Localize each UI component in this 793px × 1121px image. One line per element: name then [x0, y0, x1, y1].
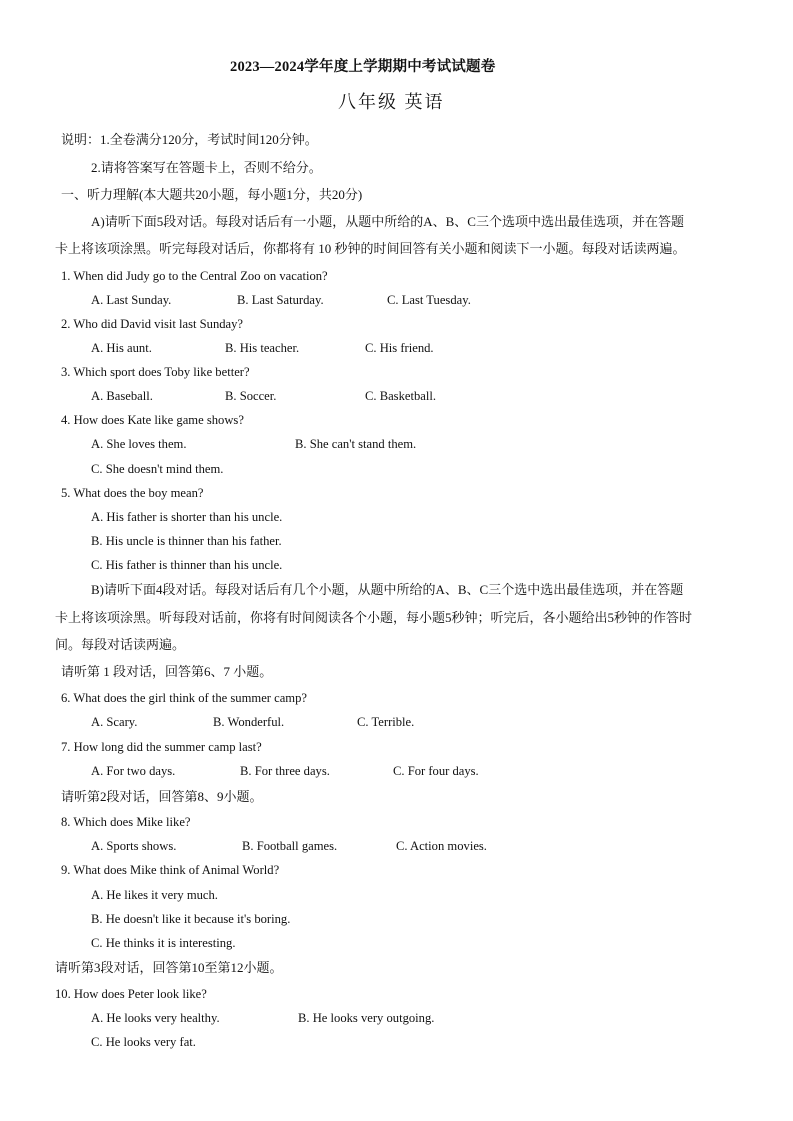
section-heading-listening: 一、听力理解(本大题共20小题，每小题1分，共20分)	[61, 187, 363, 202]
part-b-instructions-line-2: 卡上将该项涂黑。听每段对话前，你将有时间阅读各个小题，每小题5秒钟；听完后，各小题给出5秒钟的作答时	[55, 610, 693, 625]
part-b-instructions-line-1: B)请听下面4段对话。每段对话后有几个小题，从题中所给的A、B、C三个选中选出最佳选项，并在答题	[91, 582, 684, 597]
question-1-option-b: B. Last Saturday.	[237, 293, 324, 307]
question-2-option-b: B. His teacher.	[225, 341, 300, 355]
question-2: 2. Who did David visit last Sunday?	[61, 317, 244, 331]
dialogue-3-heading: 请听第3段对话，回答第10至第12小题。	[55, 960, 283, 975]
question-4: 4. How does Kate like game shows?	[61, 413, 244, 427]
question-2-option-c: C. His friend.	[365, 341, 434, 355]
question-10-option-c: C. He looks very fat.	[91, 1035, 196, 1049]
question-6-option-c: C. Terrible.	[357, 715, 415, 729]
question-10-option-a: A. He looks very healthy.	[91, 1011, 220, 1025]
dialogue-1-heading: 请听第 1 段对话，回答第6、7 小题。	[61, 664, 273, 679]
question-6: 6. What does the girl think of the summer camp?	[61, 691, 307, 705]
question-1-option-a: A. Last Sunday.	[91, 293, 172, 307]
question-10: 10. How does Peter look like?	[55, 987, 207, 1001]
question-7-option-b: B. For three days.	[240, 764, 330, 778]
question-1-option-c: C. Last Tuesday.	[387, 293, 471, 307]
question-3-option-c: C. Basketball.	[365, 389, 437, 403]
question-6-option-a: A. Scary.	[91, 715, 138, 729]
question-4-option-b: B. She can't stand them.	[295, 437, 417, 451]
dialogue-2-heading: 请听第2段对话，回答第8、9小题。	[61, 789, 263, 804]
part-a-instructions-line-2: 卡上将该项涂黑。听完每段对话后，你都将有 10 秒钟的时间回答有关小题和阅读下一小题。每段对话读两遍。	[55, 241, 686, 256]
question-1: 1. When did Judy go to the Central Zoo on vacation?	[61, 269, 328, 283]
question-3-option-a: A. Baseball.	[91, 389, 153, 403]
question-8-option-b: B. Football games.	[242, 839, 338, 853]
question-7-option-a: A. For two days.	[91, 764, 176, 778]
question-5: 5. What does the boy mean?	[61, 486, 204, 500]
question-7: 7. How long did the summer camp last?	[61, 740, 262, 754]
question-4-option-c: C. She doesn't mind them.	[91, 462, 224, 476]
question-9-option-b: B. He doesn't like it because it's boring.	[91, 912, 291, 926]
question-4-option-a: A. She loves them.	[91, 437, 187, 451]
question-8: 8. Which does Mike like?	[61, 815, 191, 829]
exam-subtitle: 八年级 英语	[338, 92, 445, 112]
question-9-option-a: A. He likes it very much.	[91, 888, 218, 902]
exam-title: 2023—2024学年度上学期期中考试试题卷	[230, 59, 496, 75]
question-5-option-b: B. His uncle is thinner than his father.	[91, 534, 282, 548]
question-6-option-b: B. Wonderful.	[213, 715, 285, 729]
question-8-option-a: A. Sports shows.	[91, 839, 177, 853]
question-3-option-b: B. Soccer.	[225, 389, 277, 403]
question-5-option-c: C. His father is thinner than his uncle.	[91, 558, 283, 572]
question-9: 9. What does Mike think of Animal World?	[61, 863, 280, 877]
instructions-note-1: 说明：1.全卷满分120分，考试时间120分钟。	[61, 132, 318, 147]
question-10-option-b: B. He looks very outgoing.	[298, 1011, 435, 1025]
question-5-option-a: A. His father is shorter than his uncle.	[91, 510, 283, 524]
question-9-option-c: C. He thinks it is interesting.	[91, 936, 236, 950]
question-8-option-c: C. Action movies.	[396, 839, 487, 853]
question-3: 3. Which sport does Toby like better?	[61, 365, 250, 379]
part-b-instructions-line-3: 间。每段对话读两遍。	[55, 637, 186, 652]
question-7-option-c: C. For four days.	[393, 764, 479, 778]
question-2-option-a: A. His aunt.	[91, 341, 152, 355]
part-a-instructions-line-1: A)请听下面5段对话。每段对话后有一小题，从题中所给的A、B、C三个选项中选出最佳选项，并在答题	[91, 214, 684, 229]
instructions-note-2: 2.请将答案写在答题卡上，否则不给分。	[91, 160, 322, 175]
